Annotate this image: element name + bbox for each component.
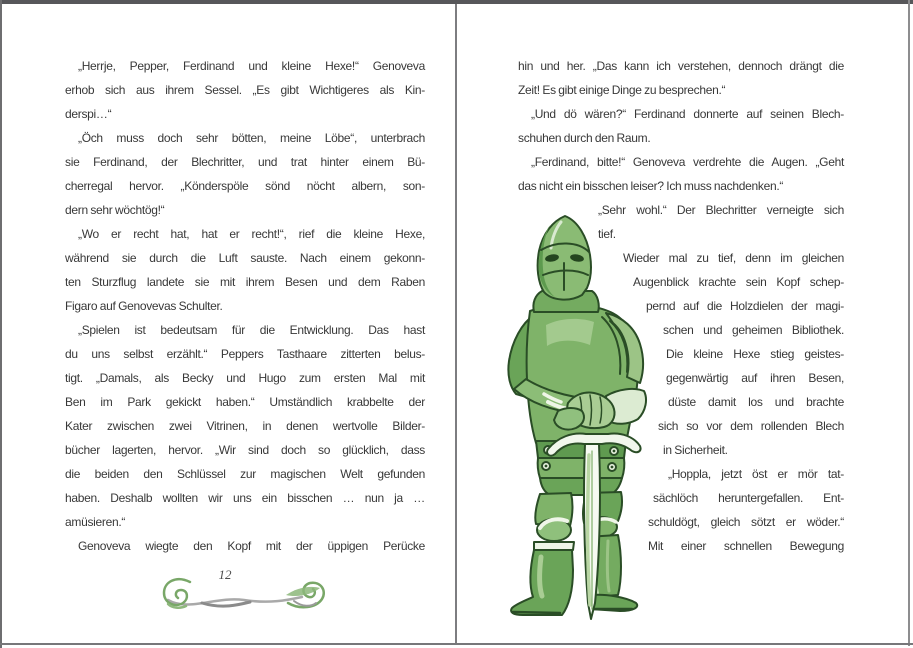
text-line: bücher lagerten, hervor. „Wir sind doch so glücklich, dass bbox=[65, 443, 425, 457]
text-line: während sie durch die Luft sauste. Nach einem gekonn- bbox=[65, 251, 425, 265]
text-line: die beiden den Schlüssel zur magischen Welt gefunden bbox=[65, 467, 425, 481]
text-line: amüsieren.“ bbox=[65, 515, 126, 529]
right-page-text bbox=[518, 54, 844, 558]
text-line: „Ferdinand, bitte!“ Genoveva verdrehte die Augen. „Geht bbox=[531, 155, 844, 169]
text-line: schen und geheimen Bibliothek. bbox=[663, 323, 844, 337]
text-line: Mit einer schnellen Bewegung bbox=[648, 539, 844, 553]
text-line: schuldögt, gleich sötzt er wöder.“ bbox=[648, 515, 844, 529]
text-line: dern sehr wöchtög!“ bbox=[65, 203, 165, 217]
text-line: „Herrje, Pepper, Ferdinand und kleine Hexe!“ Genoveva bbox=[78, 59, 425, 73]
text-line: cherregal hervor. „Könderspöle sönd nöcht albern, son- bbox=[65, 179, 425, 193]
page-left bbox=[0, 0, 455, 648]
text-line: das nicht ein bisschen leiser? Ich muss nachdenken.“ bbox=[518, 179, 784, 193]
text-line: Wieder mal zu tief, denn im gleichen bbox=[623, 251, 844, 265]
text-line: Kater zwischen zwei Vitrinen, in denen wertvolle Bilder- bbox=[65, 419, 425, 433]
page-ornament-flourish bbox=[158, 570, 333, 622]
text-line: du uns selbst erzählt.“ Peppers Tasthaare zitterten belus- bbox=[65, 347, 425, 361]
text-line: „Hoppla, jetzt öst er mör tat- bbox=[668, 467, 844, 481]
text-line: „Wo er recht hat, hat er recht!“, rief die kleine Hexe, bbox=[78, 227, 425, 241]
text-line: Zeit! Es gibt einige Dinge zu besprechen.“ bbox=[518, 83, 726, 97]
text-line: ten Sturzflug landete sie mit ihrem Besen und dem Raben bbox=[65, 275, 425, 289]
text-line: erhob sich aus ihrem Sessel. „Es gibt Wichtigeres als Kin- bbox=[65, 83, 425, 97]
text-line: gegenwärtig auf ihren Besen, bbox=[666, 371, 844, 385]
text-line: sächlöch heruntergefallen. Ent- bbox=[653, 491, 844, 505]
text-line: Die kleine Hexe stieg geistes- bbox=[666, 347, 844, 361]
text-line: pernd auf die Holzdielen der magi- bbox=[646, 299, 844, 313]
text-line: in Sicherheit. bbox=[663, 443, 728, 457]
text-line: schuhen durch den Raum. bbox=[518, 131, 651, 145]
left-page-text bbox=[65, 54, 425, 558]
text-line: „Spielen ist bedeutsam für die Entwicklung. Das hast bbox=[78, 323, 425, 337]
text-line: Figaro auf Genovevas Schulter. bbox=[65, 299, 223, 313]
text-line: derspi…“ bbox=[65, 107, 112, 121]
text-line: hin und her. „Das kann ich verstehen, dennoch drängt die bbox=[518, 59, 844, 73]
text-line: tief. bbox=[598, 227, 616, 241]
text-line: Augenblick krachte sein Kopf schep- bbox=[633, 275, 844, 289]
text-line: haben. Deshalb wollten wir uns ein bisschen … nun ja … bbox=[65, 491, 425, 505]
page-number: 12 bbox=[218, 567, 232, 582]
text-line: tigt. „Damals, als Becky und Hugo zum ersten Mal mit bbox=[65, 371, 425, 385]
text-line: „Und dö wären?“ Ferdinand donnerte auf seinen Blech- bbox=[531, 107, 844, 121]
text-line: Ben im Park gekickt haben.“ Umständlich krabbelte der bbox=[65, 395, 425, 409]
page-right bbox=[457, 0, 913, 648]
scan-edge-right bbox=[908, 0, 910, 646]
scan-edge-bottom bbox=[0, 643, 913, 645]
text-line: düste damit los und brachte bbox=[668, 395, 844, 409]
text-line: Genoveva wiegte den Kopf mit der üppigen Perücke bbox=[78, 539, 425, 553]
scan-edge-left bbox=[0, 0, 2, 648]
text-line: „Öch muss doch sehr bötten, meine Löbe“, unterbrach bbox=[78, 131, 425, 145]
scan-edge-top bbox=[0, 0, 913, 4]
text-line: sich so vor dem rollenden Blech bbox=[658, 419, 844, 433]
text-line: sie Ferdinand, der Blechritter, und trat hinter einem Bü- bbox=[65, 155, 425, 169]
text-line: „Sehr wohl.“ Der Blechritter verneigte sich bbox=[598, 203, 844, 217]
